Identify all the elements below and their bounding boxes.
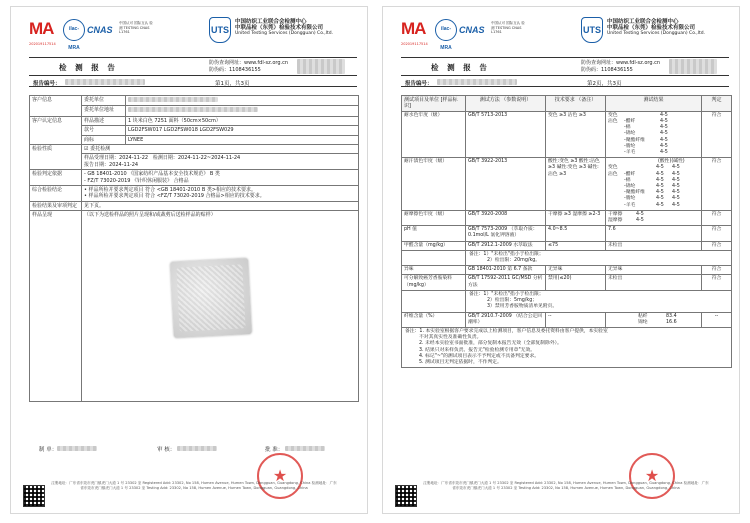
title-bar bbox=[29, 57, 357, 75]
cnas-logo: CNAS bbox=[459, 25, 485, 35]
client-info-table bbox=[29, 95, 359, 402]
table-row: 客户信息 委托单位 bbox=[30, 96, 359, 106]
result-grid: 粘纤 83.4 锦纶 16.6 bbox=[638, 313, 677, 325]
table-row: 商标 LYNEE bbox=[30, 135, 359, 144]
table-row: pH 值 GB/T 7573-2009 （萃取介质：0.1mol/L 氯化钾溶液） 4.0~8.5 7.6 符合 bbox=[402, 226, 732, 241]
redacted-address bbox=[128, 107, 258, 112]
table-row: 耐汗渍色牢度（级） GB/T 3922-2013 酸性:变色 ≥3 酸性:沾色 ≥3 碱性:变色 ≥3 碱性:沾色 ≥3 (酸性)(碱性) 变色 4-5 4-5 沾色 -醋纤 4-5 4-5 -棉 4-5 4-5 -锦纶 4-5 4-5 -聚酯纤维 4-5 4-5 -腈纶 4-5 4-5 -羊毛 4-5 4-5 符合 bbox=[402, 158, 732, 211]
official-seal bbox=[629, 453, 675, 499]
table-header-row: 测试项目及单位 [样品标识] 测试方法 （参数说明） 技术要求 （备注） 测试结果 判定 bbox=[402, 96, 732, 112]
table-row: 样品受理日期：2024-11-22 检测日期：2024-11-22~2024-11-24 报告日期：2024-11-24 bbox=[30, 154, 359, 170]
table-row: 异味 GB 18401-2010 第 6.7 条款 无异味 无异味 符合 bbox=[402, 266, 732, 275]
table-row: 耐水色牢度（级） GB/T 5713-2013 变色 ≥3 沾色 ≥3 变色 4-5 沾色 -醋纤 4-5 -棉 4-5 -锦纶 4-5 -聚酯纤维 4-5 -腈纶 4-5 -羊毛 4-5 符合 bbox=[402, 111, 732, 157]
report-header bbox=[401, 15, 729, 53]
table-row: 检验判定依据 - GB 18401-2010 《国家纺织产品基本安全技术规范》 B 类 - FZ/T 73020-2019 《针织休闲服装》 合格品 bbox=[30, 170, 359, 186]
report-title: 检 测 报 告 bbox=[59, 63, 118, 72]
report-number-row: 报告编号： 第2页，共3页 bbox=[401, 75, 729, 87]
test-results-table bbox=[401, 95, 732, 368]
report-page-2 bbox=[382, 6, 740, 514]
signature-row: 制 单： 审 核： 批 准： bbox=[39, 443, 347, 455]
table-row: 备注：1）"未检出"指小于检出限； 2）检出限：20mg/kg。 bbox=[402, 250, 732, 265]
report-page-1 bbox=[10, 6, 368, 514]
result-grid: 变色 4-5 沾色 -醋纤 4-5 -棉 4-5 -锦纶 4-5 -聚酯纤维 4-5 -腈纶 4-5 -羊毛 4-5 bbox=[608, 112, 668, 156]
page-footer: 注册地址：广东省东莞市虎门镇虎门大道 1 号 23302 室 Registered Add: 23302, No 158, Humen Avenue, Humen Town, Dongguan, Guangdong, China 检测地址：广东省东莞市虎门镇虎门大道 1 号 23302 室 Testing Add: 23302, No 158, Humen Avenue, Humen Town, Dongguan, Guangdong, China bbox=[51, 481, 337, 490]
report-header bbox=[29, 15, 357, 53]
star-icon: ★ bbox=[272, 466, 288, 485]
result-grid: 干摩擦 4-5 湿摩擦 4-5 bbox=[608, 211, 644, 224]
sample-photo-area: （以下为送检样品的照片呈现和/或裁剪后送检样品的贴样） bbox=[84, 212, 356, 400]
table-row: 可分解致癌芳香胺染料（mg/kg） GB/T 17592-2011 GC/MSD 分析方法 禁用(≤20) 未检出 符合 bbox=[402, 275, 732, 290]
anti-fake-info: 防伪查询网址：www.fdl-sz.org.cn 防伪码：1108436155 bbox=[581, 60, 661, 73]
table-row: 客户认定信息 样品描述 1 块米白色 7251 面料（50cm×50cm） bbox=[30, 116, 359, 125]
redacted-signature bbox=[177, 446, 217, 451]
ilac-mra-logo: ilac-MRA bbox=[435, 19, 457, 41]
title-bar bbox=[401, 57, 729, 75]
ma-logo: MA 202019117514 bbox=[401, 19, 428, 46]
cnas-logo: CNAS bbox=[87, 25, 113, 35]
qr-code bbox=[23, 485, 45, 507]
report-footnotes: 备注：1. 本实验室根据客户要求完成以上检测项目，客户信息及委托资料由客户提供，本实验室 不对其真实性及准确性负责。 2. 未经本实验室书面批准，部分复制本报告无效（全部复制除外）。 3. 结果只对来样负责。报告无"检验检测专用章"无效。 4. 标记"~"的测试项目表示不予判定或不具备判定要求。 5. 测试项目无判定依据时，不作判定。 bbox=[402, 327, 732, 367]
table-row: 委托单位地址 bbox=[30, 106, 359, 116]
star-icon: ★ bbox=[644, 466, 660, 485]
page-footer: 注册地址：广东省东莞市虎门镇虎门大道 1 号 23302 室 Registered Add: 23302, No 158, Humen Avenue, Humen Town, Dongguan, Guangdong, China 检测地址：广东省东莞市虎门镇虎门大道 1 号 23302 室 Testing Add: 23302, No 158, Humen Avenue, Humen Town, Dongguan, Guangdong, China bbox=[423, 481, 709, 490]
qr-code bbox=[395, 485, 417, 507]
redacted-report-no bbox=[437, 79, 517, 85]
table-row: 检验结果及审项判定 见下页。 bbox=[30, 201, 359, 210]
table-row: 款号 LGD2FSW017 LGD2FSW018 LGD2FSW029 bbox=[30, 126, 359, 135]
table-row: 备注：1）"未检出"指小于检出限； 2）检出限：5mg/kg； 3）禁用芳香胺物质清单见附页。 bbox=[402, 290, 732, 312]
redacted-qr bbox=[297, 59, 345, 74]
uts-logo: UTS bbox=[581, 17, 603, 43]
table-row: 综合检验结论 • 样品所检并要求判定项目 符合 <GB 18401-2010 B 类>相应的技术要求。 • 样品所检并要求判定项目 符合 <FZ/T 73020-2019 合格品>相应的技术要求。 bbox=[30, 186, 359, 202]
table-row: 纤维含量（%） GB/T 2910.7-2009 （结合公定回潮率） -- 粘纤 83.4 锦纶 16.6 -- bbox=[402, 312, 732, 327]
checkbox-icon: ☑ bbox=[84, 146, 89, 153]
result-grid: 变色 4-5 4-5 沾色 -醋纤 4-5 4-5 -棉 4-5 4-5 -锦纶 4-5 4-5 -聚酯纤维 4-5 4-5 -腈纶 4-5 4-5 -羊毛 4-5 4-5 bbox=[608, 165, 680, 208]
uts-logo: UTS bbox=[209, 17, 231, 43]
redacted-signature bbox=[57, 446, 97, 451]
fabric-sample-photo bbox=[170, 258, 252, 338]
official-seal bbox=[257, 453, 303, 499]
table-row: 样品呈现 （以下为送检样品的照片呈现和/或裁剪后送检样品的贴样） bbox=[30, 211, 359, 402]
table-row: 耐摩擦色牢度（级） GB/T 3920-2008 干摩擦 ≥3 湿摩擦 ≥2-3 干摩擦 4-5 湿摩擦 4-5 符合 bbox=[402, 210, 732, 225]
ma-logo: MA 202019117514 bbox=[29, 19, 56, 46]
redacted-report-no bbox=[65, 79, 145, 85]
lab-name: 中国纺织工业联合会检测中心 中联品检（东莞）检验技术有限公司 United Testing Services (Dongguan) Co.,ltd. bbox=[607, 19, 706, 36]
table-row: 检验性质 ☑ 委托检测 bbox=[30, 145, 359, 154]
redacted-qr bbox=[669, 59, 717, 74]
report-number-row: 报告编号： 第1页，共3页 bbox=[29, 75, 357, 87]
table-row bbox=[402, 327, 732, 367]
ilac-mra-logo: ilac-MRA bbox=[63, 19, 85, 41]
cnas-caption: 中国认可 国际互认 检测 TESTING CNAS L1761 bbox=[491, 21, 525, 34]
report-title: 检 测 报 告 bbox=[431, 63, 490, 72]
lab-name: 中国纺织工业联合会检测中心 中联品检（东莞）检验技术有限公司 United Testing Services (Dongguan) Co.,ltd. bbox=[235, 19, 334, 36]
redacted-client bbox=[128, 97, 218, 102]
anti-fake-info: 防伪查询网址：www.fdl-sz.org.cn 防伪码：1108436155 bbox=[209, 60, 289, 73]
cnas-caption: 中国认可 国际互认 检测 TESTING CNAS L1761 bbox=[119, 21, 153, 34]
table-row: 甲醛含量（mg/kg） GB/T 2912.1-2009 水萃取法 ≤75 未检出 符合 bbox=[402, 241, 732, 250]
redacted-signature bbox=[285, 446, 325, 451]
